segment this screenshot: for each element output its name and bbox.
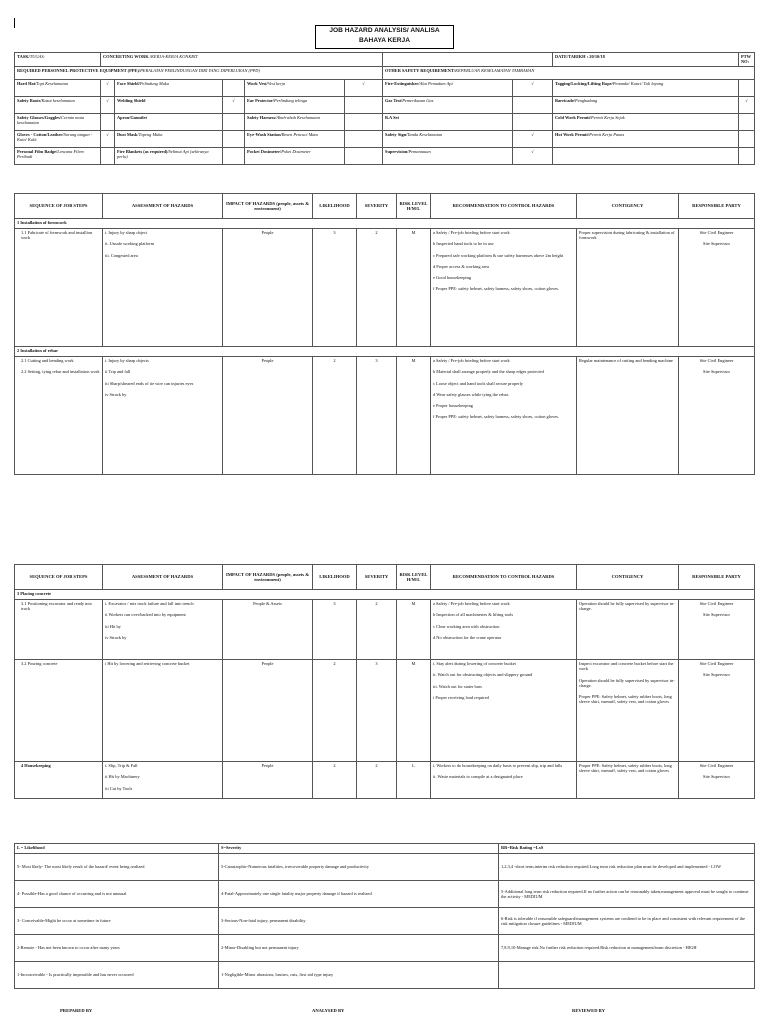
ppe-item [15,147,101,164]
ptw-cell: PTW NO: [739,53,755,67]
section-title-1: 1 Installation of formwork [15,219,755,229]
impact-3-2: People [223,660,313,762]
ppe-item-label: Apron/Gauntlet [117,114,147,120]
ppe-row [15,130,755,147]
recommendation-item: iii. Watch out for stater bars [433,683,482,689]
recommendation-item: a Safety / Pre-job briefing before start work [433,601,510,606]
contingency-4: Proper PPE: Safety helmet, safety rubber boots, long sleeve shirt, earmuff, safety vest, and cotton gloves [577,762,679,799]
ppe-row [15,113,755,130]
column-header: IMPACT OF HAZARDS (people, assets & environment) [223,565,313,590]
column-header: CONTIGENCY [577,194,679,219]
ppe-item-label: Ear Protector/ [247,97,275,103]
ppe-item-translation: Sarung tangan - Kain/ Kulit [17,131,93,142]
ppe-item [553,113,739,130]
ppe-check: √ [513,130,553,147]
legend-likelihood: L = Likelihood [15,844,219,854]
risk-2: M [397,357,431,475]
task-sub: TUGAS: [29,54,45,59]
ppe-item [15,113,101,130]
column-header: IMPACT OF HAZARDS (people, assets & environment) [223,194,313,219]
responsible-party: Site Supervisor [703,241,730,247]
responsible-party: Site Supervisor [703,612,730,618]
ppe-item-label: Safety Boots/ [17,97,42,103]
ppe-check [223,130,245,147]
recommendations-1-1 [431,229,577,347]
responsible-party: Site Supervisor [703,774,730,780]
contingency-3-1: Operation should be fully supervised by supervisor in- charge. [577,600,679,660]
step-row-3-1 [15,600,755,660]
ppe-item-translation: Alat Pemadam Api [419,80,453,86]
ppe-item [553,147,739,164]
column-header: SEQUENCE OF JOB STEPS [15,565,103,590]
ppe-check: √ [513,147,553,164]
work-sub: KERJA-KERJA KONKRIT [150,54,198,59]
responsible-party: Site Civil Engineer [699,230,734,235]
hazard-item: ii. Unsafe working platform [105,241,155,247]
recommendation-item: ii. Waste materials to compile at a designated place [433,774,523,780]
legend-likelihood-desc: 4- Possible-Has a good chance of occurring and is not unusual [15,881,219,908]
ppe-check [345,96,383,113]
ppe-item-translation: Besen Pencuci Mata [281,131,318,137]
hazard-table-2 [14,564,755,799]
section-title-3: 3 Placing concrete [15,590,755,600]
contingency-1-1: Proper supervision during fabricating & installation of formwork [577,229,679,347]
responsible-party: Site Civil Engineer [699,358,734,363]
hazards-3-1 [103,600,223,660]
prepared-by: PREPARED BY [60,1008,93,1013]
hazards-2 [103,357,223,475]
date-cell: DATE/TARIKH : 20/10/18 [553,53,739,67]
responsible-party: Site Civil Engineer [699,601,734,606]
column-header: LIKELIHOOD [313,565,357,590]
risk-3-1: M [397,600,431,660]
ppe-item-label: Hard Hat/ [17,80,37,86]
step-3-1: 3.1 Positioning excavator and ready mix truck [15,600,103,660]
ppe-item [115,113,223,130]
legend-severity-desc: 5-Catastrophic-Numerous fatalities, irrecoverable property damage and productivity [219,854,499,881]
contingency-item: Proper PPE: Safety helmet, safety rubber boots, long sleeve shirt, earmuff, safety vest, and cotton gloves [579,694,672,705]
ppe-item [245,79,345,96]
ppe-item-label: Hot Work Permit/ [555,131,590,137]
work-label: CONCRETING WORK / [103,54,151,59]
ppe-check [513,96,553,113]
ppe-item [245,130,345,147]
task-row [15,53,755,67]
ppe-check [739,79,755,96]
hazard-item: iii. Congested area [105,252,138,258]
legend-likelihood-desc: 5- Most likely- The most likely result of the hazard/ event being realized [15,854,219,881]
severity-1-1: 2 [357,229,397,347]
recommendation-item: a Safety / Pre-job briefing before start work [433,230,510,235]
hazard-item: iii Hit by [105,623,121,629]
column-header: RECOMMENDATION TO CONTROL HAZARDS [431,194,577,219]
legend-likelihood-desc: 3- Conceivable-Might be occur at sometime in future [15,908,219,935]
ppe-item-translation: Pemantauan [408,148,431,154]
recommendation-item: i. Stay alert during lowering of concrete bucket [433,661,516,666]
recommendation-item: d No obstruction for the crane operator [433,634,502,640]
legend-likelihood-desc: 1-Inconceivable - Is practically impossible and has never occurred [15,962,219,989]
likelihood-2: 2 [313,357,357,475]
ppe-check [739,113,755,130]
column-header: SEVERITY [357,565,397,590]
ppe-item-translation: Permit Kerja Sejuk [591,114,625,120]
contingency-item: Inspect excavator and concrete bucket before start the work [579,661,674,672]
responsible-party: Site Civil Engineer [699,763,734,768]
header-row-2 [15,565,755,590]
legend-row [15,962,755,989]
ppe-item-label: Work Vest/ [247,80,268,86]
ppe-item [383,130,513,147]
ppe-item-label: Gas Test/ [385,97,403,103]
ppe-item [115,130,223,147]
column-header: RESPONSIBLE PARTY [679,565,755,590]
ppe-check [345,130,383,147]
severity-2: 3 [357,357,397,475]
hazard-item: ii Hit by Machinery [105,774,140,780]
ppe-item-label: Eye-Wash Station/ [247,131,282,137]
column-header: SEVERITY [357,194,397,219]
ppe-item [115,79,223,96]
responsible-party: Site Supervisor [703,672,730,678]
reviewed-by: REVIEWED BY [572,1008,606,1013]
ppe-item-translation: Perlindung telinga [274,97,308,103]
ppe-item-label: Tagging/Locking/Lifting Rope/ [555,80,613,86]
ppe-item-label: Face Shield/ [117,80,140,86]
legend-row [15,881,755,908]
step-row-3-2 [15,660,755,762]
ppe-item-translation: Kasut keselamatan [41,97,75,103]
risk-1-1: M [397,229,431,347]
hazards-1-1 [103,229,223,347]
ppe-item-label: Safety Sign/ [385,131,408,137]
ppe-body [15,79,755,164]
ppe-check: √ [739,96,755,113]
ppe-item-label: Pocket Dosimeter/ [247,148,282,154]
ppe-check [223,113,245,130]
recommendation-item: ii. Watch out for obstructing objects and slippery ground [433,672,533,678]
ppe-item-translation: Abah-abah Keselamatan [276,114,320,120]
title-malay: BAHAYA KERJA [359,37,410,44]
job-step: 2.1 Cutting and bending work [21,358,74,363]
ppe-heading-row [15,66,755,79]
legend-row [15,908,755,935]
contingency-3-2 [577,660,679,762]
recommendation-item: b Inspected hand tools to be in use [433,241,494,247]
ppe-row [15,79,755,96]
other-heading: OTHER SAFETY REQUIREMENT/ [385,67,456,73]
recommendation-item: e Good housekeeping [433,275,472,281]
responsible-3-2 [679,660,755,762]
ppe-check: √ [223,96,245,113]
header-row-1 [15,194,755,219]
ppe-item-translation: Topeng Muka [138,131,163,137]
step-1-1: 1.1 Fabricate of formwork and installion work [15,229,103,347]
column-header: LIKELIHOOD [313,194,357,219]
recommendation-item: b Inspection of all machineries & lifting tools [433,612,514,618]
recommendation-item: f Proper PPE: safety helmet, safety harness, safety shoes, cotton gloves. [433,414,560,420]
ppe-check [513,113,553,130]
legend-risk-desc: 7,8,9,10-Manage risk.No further risk reduction required.Risk reduction at management/team discretion - HIGH [499,935,755,962]
ppe-item [553,96,739,113]
ppe-item-label: Safety Harness/ [247,114,277,120]
ppe-item-label: Barricade/ [555,97,576,103]
risk-4: L [397,762,431,799]
responsible-1-1 [679,229,755,347]
column-header: ASSESSMENT OF HAZARDS [103,565,223,590]
ppe-item [383,79,513,96]
ppe-check: √ [101,79,115,96]
severity-4: 2 [357,762,397,799]
recommendation-item: i Proper receiving load required [433,694,489,700]
responsible-4 [679,762,755,799]
contingency-item: Operation should be fully supervised by supervisor in- charge. [579,677,675,688]
severity-3-1: 2 [357,600,397,660]
ppe-check [739,130,755,147]
likelihood-1-1: 3 [313,229,357,347]
responsible-party: Site Civil Engineer [699,661,734,666]
column-header: RECOMMENDATION TO CONTROL HAZARDS [431,565,577,590]
contingency-2: Regular maintenance of cutting and bending machine [577,357,679,475]
step-row-1-1 [15,229,755,347]
ppe-check: √ [101,130,115,147]
ppe-item-label: Cold Work Permit/ [555,114,592,120]
legend-severity-desc: 1-Negligible-Minor abrasions, bruises, cuts, first aid type injury [219,962,499,989]
recommendation-item: c Clear working area with obstruction [433,623,500,629]
ppe-item-translation: Selimut Api (sekiranya perlu) [117,148,209,159]
text-cursor [14,18,15,28]
legend-risk-rating: RR=Risk Rating =LxS [499,844,755,854]
legend-risk-desc: 1,2,3,4 -short term,interim risk reduction required.Long term risk reduction plan must be developed and implemented - LOW [499,854,755,881]
likelihood-3-1: 3 [313,600,357,660]
ppe-item-label: Supervision/ [385,148,409,154]
legend-severity-desc: 4-Fatal-Approximately one single fatality major property damage if hazard is realized [219,881,499,908]
recommendations-3-2 [431,660,577,762]
ppe-check [101,147,115,164]
document-title [315,25,454,49]
ppe-check [223,79,245,96]
ppe-check [345,147,383,164]
recommendation-item: d Wear safety glasses while tying the rebar. [433,391,509,397]
ppe-item [115,147,223,164]
hazard-item: ii Workers run over/backed into by equipment [105,612,186,618]
column-header: ASSESSMENT OF HAZARDS [103,194,223,219]
step-3-2: 3.2 Pouring concrete [15,660,103,762]
legend-risk-desc [499,962,755,989]
ppe-item [383,147,513,164]
likelihood-3-2: 2 [313,660,357,762]
hazard-3-2: i Hit by lowering and retrieving concrete bucket [103,660,223,762]
ppe-item-translation: Tanda Keselamatan [407,131,443,137]
title-english: JOB HAZARD ANALYSIS/ ANALISA [329,27,440,34]
recommendation-item: a Safety / Pre-job briefing before start work [433,358,510,363]
column-header: SEQUENCE OF JOB STEPS [15,194,103,219]
ppe-item-label: Fire Blankets (as required)/ [117,148,169,154]
ppe-check [739,147,755,164]
ppe-item-translation: Poket Dosimeter [281,148,311,154]
section-title-2: 2 Installation of rebar [15,347,755,357]
column-header: RISK LEVEL H/M/L [397,194,431,219]
recommendation-item: f Proper PPE: safety helmet, safety harness, safety shoes, cotton gloves. [433,286,560,292]
ppe-item-label: Welding Shield [117,97,146,103]
ppe-item-translation: Topi Keselamatan [36,80,69,86]
recommendation-item: b Material shall arrange properly and the sharp edges protected [433,369,544,375]
ppe-item-label: Personal Film Badge/ [17,148,58,154]
responsible-party: Site Supervisor [703,369,730,375]
ppe-check [223,147,245,164]
ppe-item [553,130,739,147]
hazard-item: i. Excavator / mix truck failure and fall into trench [105,601,194,606]
recommendation-item: c Loose object and hand tools shall secure properly [433,380,523,386]
recommendation-item: d Proper access & working area [433,263,489,269]
recommendations-4 [431,762,577,799]
column-header: RISK LEVEL H/M/L [397,565,431,590]
hazards-4 [103,762,223,799]
ppe-item-label: B.A Set [385,114,399,120]
job-step: 2.2 Setting, tying rebar and installation work [21,369,100,375]
ppe-item [15,130,101,147]
impact-2: People [223,357,313,475]
hazard-item: ii Trip and fall [105,369,131,375]
legend-severity-desc: 2-Minor-Disabling but not permanent injury [219,935,499,962]
hazard-table-1 [14,193,755,475]
ppe-item [245,147,345,164]
ppe-heading-sub: PERALATAN PERLINDUNGAN DIRI YANG DIPERLUKAN (PPD) [140,67,260,73]
ppe-item-translation: Lencana Filem Peribadi [17,148,84,159]
risk-legend-table [14,843,755,989]
step-row-4 [15,762,755,799]
legend-severity-desc: 3-Serious-Non-fatal injury, permanent disability [219,908,499,935]
ppe-check: √ [513,79,553,96]
responsible-3-1 [679,600,755,660]
ppe-item [553,79,739,96]
ppe-item [383,96,513,113]
ppe-item-label: Safety Glasses/Goggles/ [17,114,62,120]
legend-header [15,844,755,854]
hazard-item: i. Injury by sharp objects [105,358,149,363]
ppe-item-label: Dust Mask/ [117,131,139,137]
responsible-2 [679,357,755,475]
ppe-item-translation: Pemeriksaan Gas [402,97,434,103]
legend-row [15,854,755,881]
legend-row [15,935,755,962]
ppe-item-translation: Pelindung Muka [139,80,169,86]
recommendations-2 [431,357,577,475]
recommendation-item: i. Workers to do housekeeping on daily basis to prevent slip, trip and falls [433,763,563,768]
ppe-check: √ [345,79,383,96]
step-row-2 [15,357,755,475]
legend-risk-desc: 5-Additional long term risk reduction required.If no further action can be reasonably taken,management approval must be sought to continue the activity - MEDIUM [499,881,755,908]
column-header: RESPONSIBLE PARTY [679,194,755,219]
ppe-item [383,113,513,130]
ppe-check: √ [101,96,115,113]
ppe-row [15,147,755,164]
ppe-heading: REQUIRED PERSONNEL PROTECTIVE EQUIPMENT (PPE)/ [17,67,141,73]
impact-1-1: People [223,229,313,347]
legend-body [15,854,755,989]
ppe-item-translation: Permit Kerja Panas [589,131,625,137]
recommendation-item: c Prepared safe working platform & use safety harnesses above 2m height [433,252,564,258]
legend-risk-desc: 6-Risk is tolerable if reasonable safeguard/management systems are confined to be in place and consistent with relevant requirement of the risk mitigation closure guidelines - MEDIUM [499,908,755,935]
analysed-by: ANALYSED BY [312,1008,345,1013]
ppe-check [101,113,115,130]
likelihood-4: 2 [313,762,357,799]
task-label: TASK/ [17,54,30,59]
risk-3-2: M [397,660,431,762]
recommendations-3-1 [431,600,577,660]
hazard-item: i. Slip, Trip & Fall [105,763,138,768]
ppe-item-label: Gloves - Cotton/Leather/ [17,131,64,137]
legend-likelihood-desc: 2-Remote - Has not been known to occur after many years [15,935,219,962]
ppe-row [15,96,755,113]
hazard-item: iii Sharp/sheared ends of tie wire can injuries eyes [105,380,194,386]
hazard-item: iii Cut by Tools [105,785,133,791]
hazard-item: iv Struck by [105,391,127,397]
column-header: CONTIGENCY [577,565,679,590]
impact-3-1: People & Assets [223,600,313,660]
ppe-item-translation: Vest kerja [267,80,286,86]
section-title-4: 4 Housekeeping [15,762,103,799]
ppe-item-translation: Cermin mata keselamatan [17,114,85,125]
legend-severity: S=Severity [219,844,499,854]
hazard-item: iv Struck by [105,634,127,640]
ppe-item [15,79,101,96]
other-heading-sub: KEPERLUAN KESELAMATAN TAMBAHAN [455,67,535,73]
ppe-item-translation: Penanda/ Kunci/ Tali layang [612,80,664,86]
ppe-item-translation: Penghadang [575,97,598,103]
ppe-item-label: Fire-Extinguisher/ [385,80,420,86]
ppe-item [245,96,345,113]
hazard-item: i. Injury by sharp object [105,230,148,235]
severity-3-2: 3 [357,660,397,762]
recommendation-item: e Proper housekeeping [433,403,473,409]
steps-2 [15,357,103,475]
impact-4: People [223,762,313,799]
ppe-item [115,96,223,113]
ppe-item [245,113,345,130]
ppe-table [14,52,755,165]
ppe-item [15,96,101,113]
ppe-check [345,113,383,130]
